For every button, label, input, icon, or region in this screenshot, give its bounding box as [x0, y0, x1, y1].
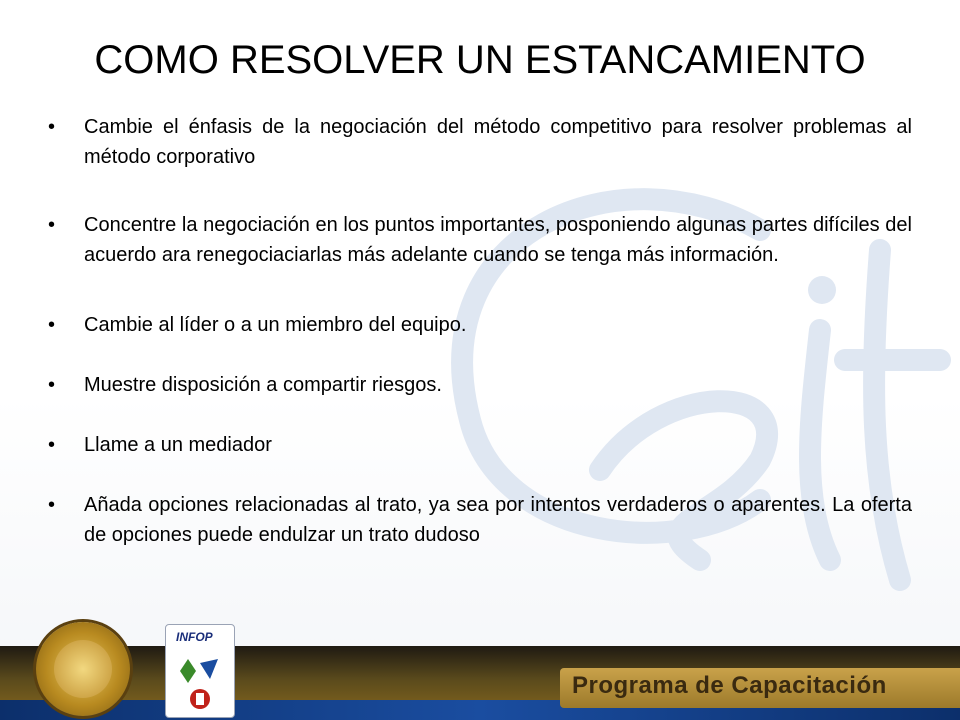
list-item [48, 430, 912, 460]
list-item [48, 112, 912, 172]
bullet-marker: • [48, 434, 56, 456]
program-label: Programa de Capacitación [572, 672, 887, 699]
bullet-marker: • [48, 374, 56, 396]
list-item [48, 310, 912, 340]
bullet-text: Muestre disposición a compartir riesgos. [84, 374, 442, 396]
bullet-text: Cambie al líder o a un miembro del equipo. [84, 314, 467, 336]
seal-center [54, 640, 112, 698]
bullet-text: Concentre la negociación en los puntos importantes, posponiendo algunas partes difíciles del acuerdo ara renegociaciarlas más adelante cuando se tenga más información. [84, 214, 912, 266]
bullet-list [48, 112, 912, 550]
bullet-text: Cambie el énfasis de la negociación del método competitivo para resolver problemas al método corporativo [84, 116, 912, 168]
infop-label: INFOP [176, 630, 213, 644]
bullet-marker: • [48, 494, 56, 516]
list-item [48, 490, 912, 550]
bullet-marker: • [48, 116, 56, 138]
chamber-seal-logo [36, 622, 130, 716]
list-item [48, 210, 912, 270]
bullet-marker: • [48, 314, 56, 336]
bullet-marker: • [48, 214, 56, 236]
bullet-text: Llame a un mediador [84, 434, 272, 456]
list-item [48, 370, 912, 400]
slide-title: COMO RESOLVER UN ESTANCAMIENTO [94, 38, 866, 82]
bullet-text: Añada opciones relacionadas al trato, ya sea por intentos verdaderos o aparentes. La oferta de opciones puede endulzar un trato dudoso [84, 494, 912, 546]
